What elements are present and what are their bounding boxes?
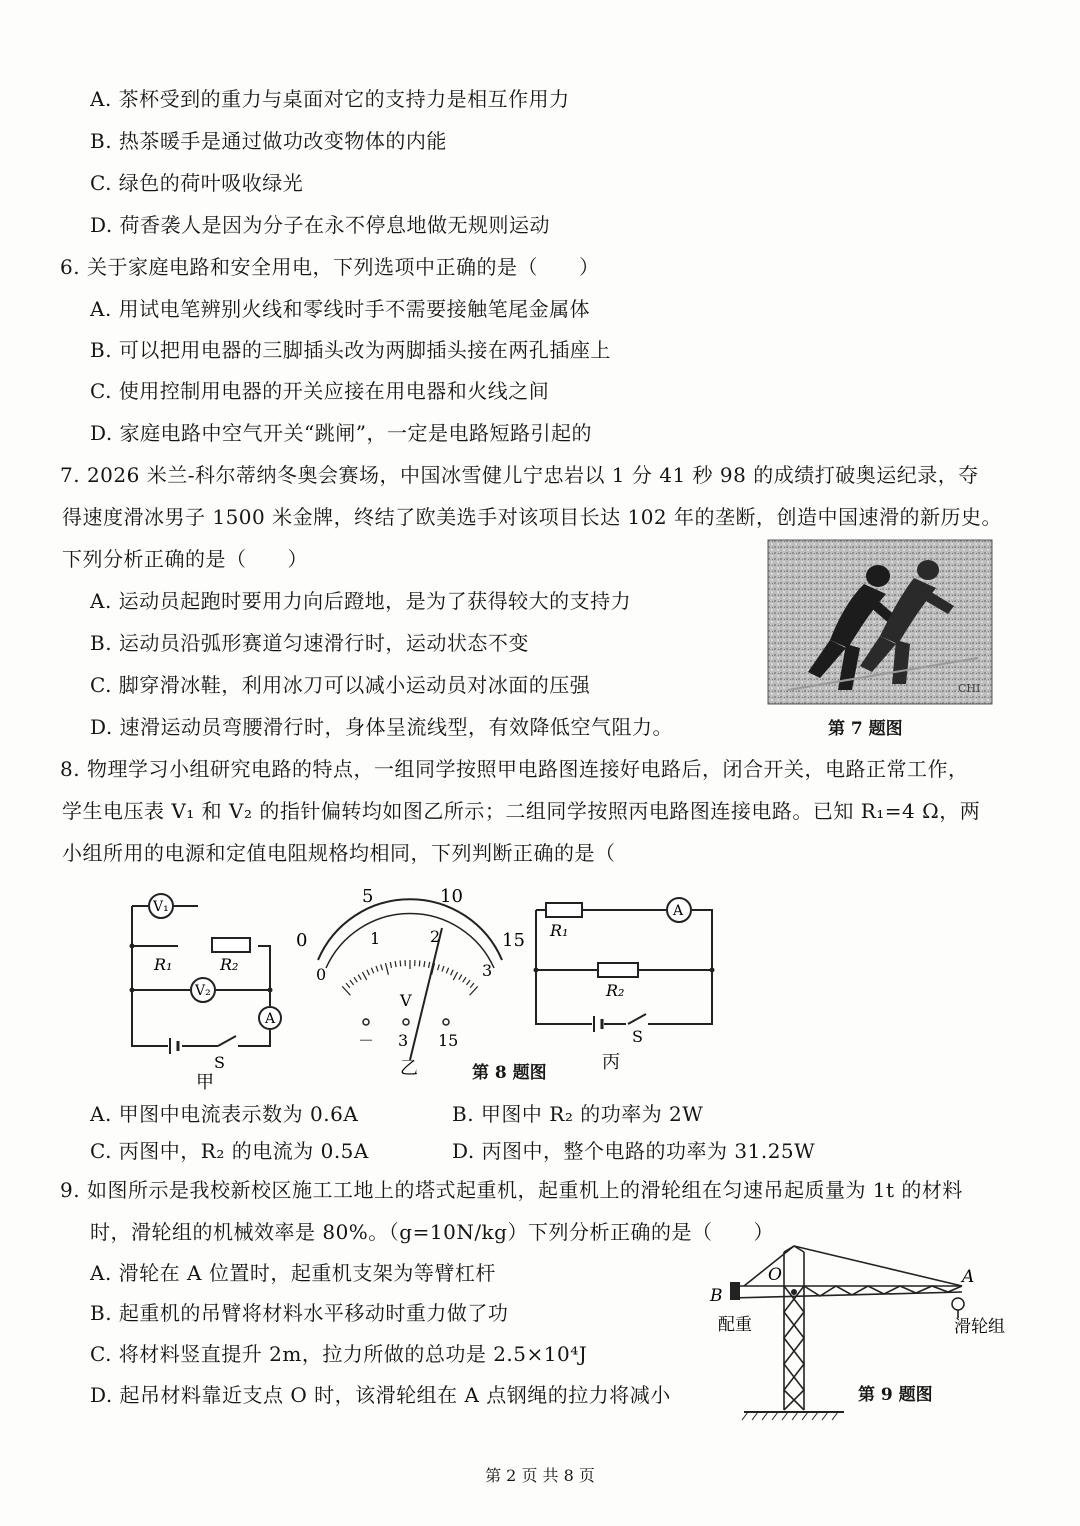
q9-option-b: B. 起重机的吊臂将材料水平移动时重力做了功 xyxy=(90,1301,509,1325)
meter-tick xyxy=(424,961,425,967)
switch-label: S xyxy=(632,1027,643,1046)
q8-stem-line2: 学生电压表 V₁ 和 V₂ 的指针偏转均如图乙所示；二组同学按照丙电路图连接电路。已知 R₁=4 Ω，两 xyxy=(62,799,981,823)
q5-option-d: D. 荷香袭人是因为分子在永不停息地做无规则运动 xyxy=(90,213,551,237)
q6-option-d: D. 家庭电路中空气开关“跳闸”，一定是电路短路引起的 xyxy=(90,421,592,445)
q8-option-d: D. 丙图中，整个电路的功率为 31.25W xyxy=(452,1139,816,1163)
figure-yi-label: 乙 xyxy=(400,1058,418,1079)
figure-jia-label: 甲 xyxy=(196,1072,214,1093)
q6-option-c: C. 使用控制用电器的开关应接在用电器和火线之间 xyxy=(90,379,550,403)
meter-tick xyxy=(390,962,391,968)
point-b-label: B xyxy=(710,1286,723,1306)
r2-label: R₂ xyxy=(606,981,625,1000)
outer-scale-0: 0 xyxy=(296,930,308,951)
q8-figure-caption: 第 8 题图 xyxy=(472,1063,547,1083)
meter-tick xyxy=(381,964,383,970)
meter-tick xyxy=(470,983,474,988)
pulley-label: 滑轮组 xyxy=(954,1317,1005,1337)
counterweight-label: 配重 xyxy=(718,1315,752,1335)
q7-option-a: A. 运动员起跑时要用力向后蹬地，是为了获得较大的支持力 xyxy=(90,589,632,613)
meter-tick xyxy=(395,961,396,967)
meter-tick xyxy=(400,960,401,966)
meter-tick xyxy=(438,964,440,970)
q7-option-b: B. 运动员沿弧形赛道匀速滑行时，运动状态不变 xyxy=(90,631,529,655)
counterweight-block xyxy=(730,1282,740,1300)
pivot-o xyxy=(791,1289,797,1295)
photo-watermark: CHI xyxy=(958,682,981,695)
meter-tick xyxy=(385,963,388,975)
meter-tick xyxy=(451,970,454,975)
meter-tick xyxy=(376,966,378,972)
meter-tick xyxy=(350,980,354,985)
q8-option-c: C. 丙图中，R₂ 的电流为 0.5A xyxy=(90,1139,369,1163)
r2-label: R₂ xyxy=(220,955,239,974)
q5-option-b: B. 热茶暖手是通过做功改变物体的内能 xyxy=(90,129,447,153)
q9-option-d: D. 起吊材料靠近支点 O 时，该滑轮组在 A 点钢绳的拉力将减小 xyxy=(90,1383,671,1407)
q5-option-a: A. 茶杯受到的重力与桌面对它的支持力是相互作用力 xyxy=(90,87,570,111)
q6-option-a: A. 用试电笔辨别火线和零线时手不需要接触笔尾金属体 xyxy=(90,297,591,321)
q7-figure-caption: 第 7 题图 xyxy=(828,719,903,739)
meter-tick xyxy=(446,968,448,974)
outer-scale-10: 10 xyxy=(440,886,463,907)
circuit-bing-diagram xyxy=(526,896,722,1076)
switch-label: S xyxy=(214,1053,225,1072)
meter-tick xyxy=(459,975,462,980)
q7-option-d: D. 速滑运动员弯腰滑行时，身体呈流线型，有效降低空气阻力。 xyxy=(90,715,674,739)
meter-tick xyxy=(371,968,373,974)
q7-stem-line3: 下列分析正确的是（ ） xyxy=(62,547,308,571)
voltmeter-face-diagram xyxy=(290,880,530,1080)
meter-tick xyxy=(463,977,466,982)
q5-option-c: C. 绿色的荷叶吸收绿光 xyxy=(90,171,304,195)
q7-skater-photo xyxy=(768,540,992,704)
point-a-label: A xyxy=(962,1267,975,1287)
q7-option-c: C. 脚穿滑冰鞋，利用冰刀可以减小运动员对冰面的压强 xyxy=(90,673,591,697)
q9-option-a: A. 滑轮在 A 位置时，起重机支架为等臂杠杆 xyxy=(90,1261,496,1285)
r1-label: R₁ xyxy=(154,955,173,974)
terminal-negative: － xyxy=(358,1031,375,1050)
page-number: 第 2 页 共 8 页 xyxy=(485,1466,595,1485)
q8-stem-line3: 小组所用的电源和定值电阻规格均相同，下列判断正确的是（ xyxy=(62,841,616,865)
resistor-r1 xyxy=(546,903,582,917)
meter-tick xyxy=(358,975,361,980)
q9-stem-line1: 9. 如图所示是我校新校区施工工地上的塔式起重机，起重机上的滑轮组在匀速吊起质量为 1t 的材料 xyxy=(60,1178,963,1202)
q7-stem-line1: 7. 2026 米兰-科尔蒂纳冬奥会赛场，中国冰雪健儿宁忠岩以 1 分 41 秒 98 的成绩打破奥运纪录，夺 xyxy=(60,463,979,487)
outer-scale-5: 5 xyxy=(362,886,374,907)
v2-label: V₂ xyxy=(195,983,211,999)
q9-option-c: C. 将材料竖直提升 2m，拉力所做的总功是 2.5×10⁴J xyxy=(90,1342,588,1366)
terminal-3: 3 xyxy=(398,1031,409,1050)
meter-tick xyxy=(453,972,457,980)
inner-scale-3: 3 xyxy=(482,961,493,980)
meter-tick xyxy=(362,972,366,980)
q7-stem-line2: 得速度滑冰男子 1500 米金牌，终结了欧美选手对该项目长达 102 年的垄断，创造中国速滑的新历史。 xyxy=(62,505,1003,529)
terminal-15: 15 xyxy=(438,1031,459,1050)
figure-bing-label: 丙 xyxy=(602,1052,620,1073)
pulley-wheel xyxy=(952,1298,964,1310)
meter-tick xyxy=(442,966,444,972)
resistor-r2 xyxy=(212,938,250,952)
ammeter-label: A xyxy=(673,903,684,919)
q8-option-b: B. 甲图中 R₂ 的功率为 2W xyxy=(452,1102,704,1126)
resistor-r2 xyxy=(598,963,638,977)
meter-tick xyxy=(466,980,470,985)
ammeter-label: A xyxy=(265,1011,276,1027)
outer-scale-15: 15 xyxy=(502,930,525,951)
circuit-jia-diagram xyxy=(118,890,298,1093)
q8-stem-line1: 8. 物理学习小组研究电路的特点，一组同学按照甲电路图连接好电路后，闭合开关，电路正常工作， xyxy=(60,757,969,781)
meter-tick xyxy=(346,983,350,988)
q9-figure-caption: 第 9 题图 xyxy=(858,1385,933,1405)
meter-tick xyxy=(429,962,430,968)
meter-tick xyxy=(419,960,420,966)
v1-label: V₁ xyxy=(153,899,169,915)
inner-scale-0: 0 xyxy=(316,965,327,984)
meter-unit: V xyxy=(400,991,412,1010)
q8-option-a: A. 甲图中电流表示数为 0.6A xyxy=(90,1102,359,1126)
inner-scale-1: 1 xyxy=(370,929,381,948)
q6-option-b: B. 可以把用电器的三脚插头改为两脚插头接在两孔插座上 xyxy=(90,338,611,362)
meter-tick xyxy=(354,977,357,982)
q6-stem: 6. 关于家庭电路和安全用电，下列选项中正确的是（ ） xyxy=(60,255,600,279)
meter-tick xyxy=(367,970,370,975)
r1-label: R₁ xyxy=(550,921,569,940)
q9-stem-line2: 时，滑轮组的机械效率是 80%。（g=10N/kg）下列分析正确的是（ ） xyxy=(90,1220,774,1244)
inner-scale-2: 2 xyxy=(430,927,441,946)
point-o-label: O xyxy=(768,1265,782,1285)
